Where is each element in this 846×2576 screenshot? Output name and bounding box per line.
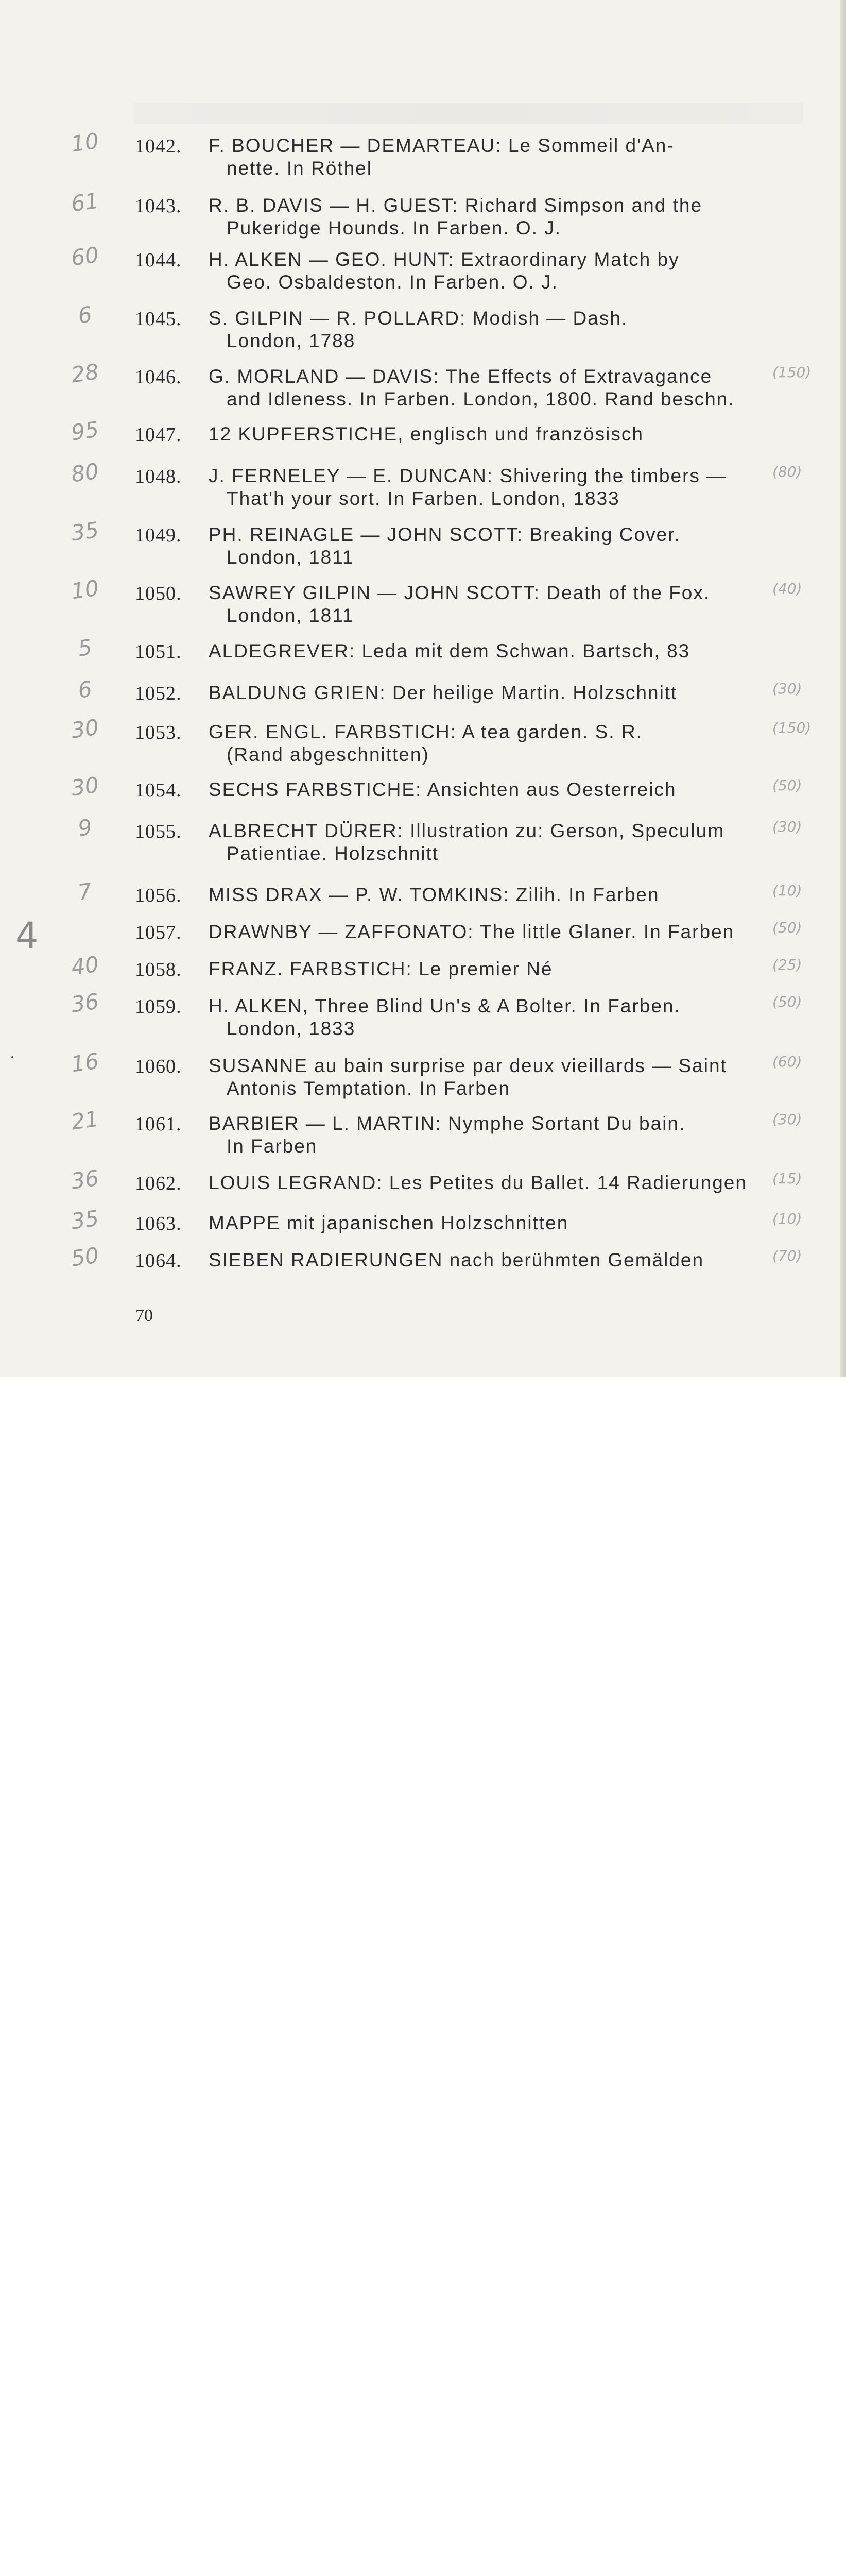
handwritten-price-left: 16 xyxy=(70,1048,100,1077)
handwritten-price-left: 61 xyxy=(70,188,100,217)
entry-title: J. FERNELEY — E. DUNCAN: Shivering the timbers — xyxy=(209,465,727,486)
entry-title: MAPPE mit japanischen Holzschnitten xyxy=(209,1212,569,1233)
entry-number: 1052. xyxy=(135,683,182,704)
handwritten-price-left: 80 xyxy=(70,458,100,487)
entry-number: 1045. xyxy=(135,308,182,330)
entry-continuation: nette. In Röthel xyxy=(227,158,372,179)
entry-continuation: That'h your sort. In Farben. London, 1833 xyxy=(227,488,620,509)
entry-continuation: London, 1833 xyxy=(227,1018,356,1039)
handwritten-price-left: 60 xyxy=(70,242,100,271)
entry-title: S. GILPIN — R. POLLARD: Modish — Dash. xyxy=(209,308,628,329)
handwritten-price-left: 36 xyxy=(70,1165,100,1194)
entry-number: 1054. xyxy=(135,779,182,801)
handwritten-estimate-right: (50) xyxy=(772,993,802,1010)
handwritten-estimate-right: (50) xyxy=(772,919,802,936)
entry-number: 1050. xyxy=(135,583,182,604)
margin-pencil-mark: 4 xyxy=(15,914,39,957)
handwritten-estimate-right: (30) xyxy=(772,1111,802,1128)
entry-number: 1057. xyxy=(135,922,182,943)
entry-number: 1047. xyxy=(135,424,182,446)
entry-title: ALBRECHT DÜRER: Illustration zu: Gerson, Speculum xyxy=(209,820,725,841)
handwritten-estimate-right: (15) xyxy=(772,1170,802,1187)
entry-title: PH. REINAGLE — JOHN SCOTT: Breaking Cover. xyxy=(209,524,681,545)
entry-title: G. MORLAND — DAVIS: The Effects of Extravagance xyxy=(209,366,713,387)
handwritten-estimate-right: (80) xyxy=(772,463,802,480)
entry-number: 1046. xyxy=(135,366,182,388)
entry-number: 1051. xyxy=(135,641,182,663)
entry-continuation: London, 1788 xyxy=(227,330,356,351)
handwritten-estimate-right: (30) xyxy=(772,680,802,697)
entry-number: 1043. xyxy=(135,195,182,217)
handwritten-estimate-right: (25) xyxy=(772,956,802,973)
handwritten-price-left: 6 xyxy=(76,676,94,703)
footer-bar xyxy=(0,1377,846,1439)
entry-title: BALDUNG GRIEN: Der heilige Martin. Holzschnitt xyxy=(209,682,678,703)
page-number: 70 xyxy=(135,1306,153,1325)
entry-title: SECHS FARBSTICHE: Ansichten aus Oesterreich xyxy=(209,779,677,800)
entry-number: 1055. xyxy=(135,821,182,842)
entry-number: 1064. xyxy=(135,1250,182,1272)
entry-continuation: Patientiae. Holzschnitt xyxy=(227,843,439,864)
entry-title: GER. ENGL. FARBSTICH: A tea garden. S. R. xyxy=(209,721,643,742)
handwritten-estimate-right: (40) xyxy=(772,580,802,597)
entry-title: 12 KUPFERSTICHE, englisch und französisch xyxy=(209,423,644,445)
handwritten-price-left: 40 xyxy=(70,951,100,980)
entry-title: MISS DRAX — P. W. TOMKINS: Zilih. In Farben xyxy=(209,884,660,905)
handwritten-price-left: 6 xyxy=(76,301,94,329)
handwritten-estimate-right: (10) xyxy=(772,882,802,899)
entry-number: 1044. xyxy=(135,249,182,271)
entry-title: ALDEGREVER: Leda mit dem Schwan. Bartsch, 83 xyxy=(209,640,690,662)
entry-title: F. BOUCHER — DEMARTEAU: Le Sommeil d'An- xyxy=(209,135,675,156)
entry-number: 1062. xyxy=(135,1173,182,1194)
handwritten-estimate-right: (150) xyxy=(772,364,812,381)
entry-number: 1049. xyxy=(135,524,182,546)
handwritten-price-left: 95 xyxy=(70,416,100,446)
handwritten-price-left: 35 xyxy=(70,1205,100,1234)
entry-number: 1060. xyxy=(135,1056,182,1077)
handwritten-price-left: 28 xyxy=(70,359,100,388)
entry-continuation: Antonis Temptation. In Farben xyxy=(227,1078,510,1099)
entry-title: SUSANNE au bain surprise par deux vieillards — Saint xyxy=(209,1055,727,1076)
entry-title: SIEBEN RADIERUNGEN nach berühmten Gemälden xyxy=(209,1249,704,1270)
entry-continuation: and Idleness. In Farben. London, 1800. Rand beschn. xyxy=(227,388,735,410)
entry-title: DRAWNBY — ZAFFONATO: The little Glaner. In Farben xyxy=(209,921,735,942)
handwritten-price-left: 5 xyxy=(76,634,94,662)
entry-continuation: (Rand abgeschnitten) xyxy=(227,744,429,765)
entry-continuation: Geo. Osbaldeston. In Farben. O. J. xyxy=(227,272,558,293)
entry-number: 1058. xyxy=(135,959,182,980)
entry-title: H. ALKEN — GEO. HUNT: Extraordinary Match by xyxy=(209,249,680,270)
handwritten-estimate-right: (70) xyxy=(772,1247,802,1264)
entry-title: FRANZ. FARBSTICH: Le premier Né xyxy=(209,958,553,979)
handwritten-estimate-right: (60) xyxy=(772,1053,802,1070)
handwritten-price-left: 35 xyxy=(70,517,100,546)
entry-number: 1061. xyxy=(135,1113,182,1135)
entry-number: 1053. xyxy=(135,722,182,743)
handwritten-price-left: 50 xyxy=(70,1242,100,1272)
entry-continuation: In Farben xyxy=(227,1136,318,1157)
entry-title: R. B. DAVIS — H. GUEST: Richard Simpson and the xyxy=(209,195,703,216)
entry-title: H. ALKEN, Three Blind Un's & A Bolter. In Farben. xyxy=(209,995,681,1016)
entry-number: 1063. xyxy=(135,1213,182,1234)
entry-title: SAWREY GILPIN — JOHN SCOTT: Death of the Fox. xyxy=(209,582,711,603)
entry-number: 1059. xyxy=(135,996,182,1018)
handwritten-price-left: 10 xyxy=(70,575,100,604)
handwritten-price-left: 30 xyxy=(70,772,100,801)
handwritten-price-left: 36 xyxy=(70,988,100,1018)
handwritten-price-left: 30 xyxy=(70,714,100,743)
entry-title: BARBIER — L. MARTIN: Nymphe Sortant Du bain. xyxy=(209,1113,686,1134)
entry-number: 1056. xyxy=(135,885,182,906)
handwritten-price-left: 21 xyxy=(70,1106,100,1135)
entry-continuation: Pukeridge Hounds. In Farben. O. J. xyxy=(227,217,562,239)
handwritten-estimate-right: (30) xyxy=(772,818,802,835)
handwritten-price-left: 9 xyxy=(76,814,94,841)
handwritten-estimate-right: (150) xyxy=(772,719,812,736)
handwritten-estimate-right: (50) xyxy=(772,777,802,794)
handwritten-price-left: 7 xyxy=(76,878,94,905)
margin-dot xyxy=(11,1056,13,1058)
handwritten-price-left: 10 xyxy=(70,128,100,157)
handwritten-estimate-right: (10) xyxy=(772,1210,802,1227)
entry-title: LOUIS LEGRAND: Les Petites du Ballet. 14 Radierungen xyxy=(209,1172,747,1193)
entry-continuation: London, 1811 xyxy=(227,547,354,568)
entry-continuation: London, 1811 xyxy=(227,605,354,626)
entry-number: 1042. xyxy=(135,135,182,157)
entry-number: 1048. xyxy=(135,466,182,487)
